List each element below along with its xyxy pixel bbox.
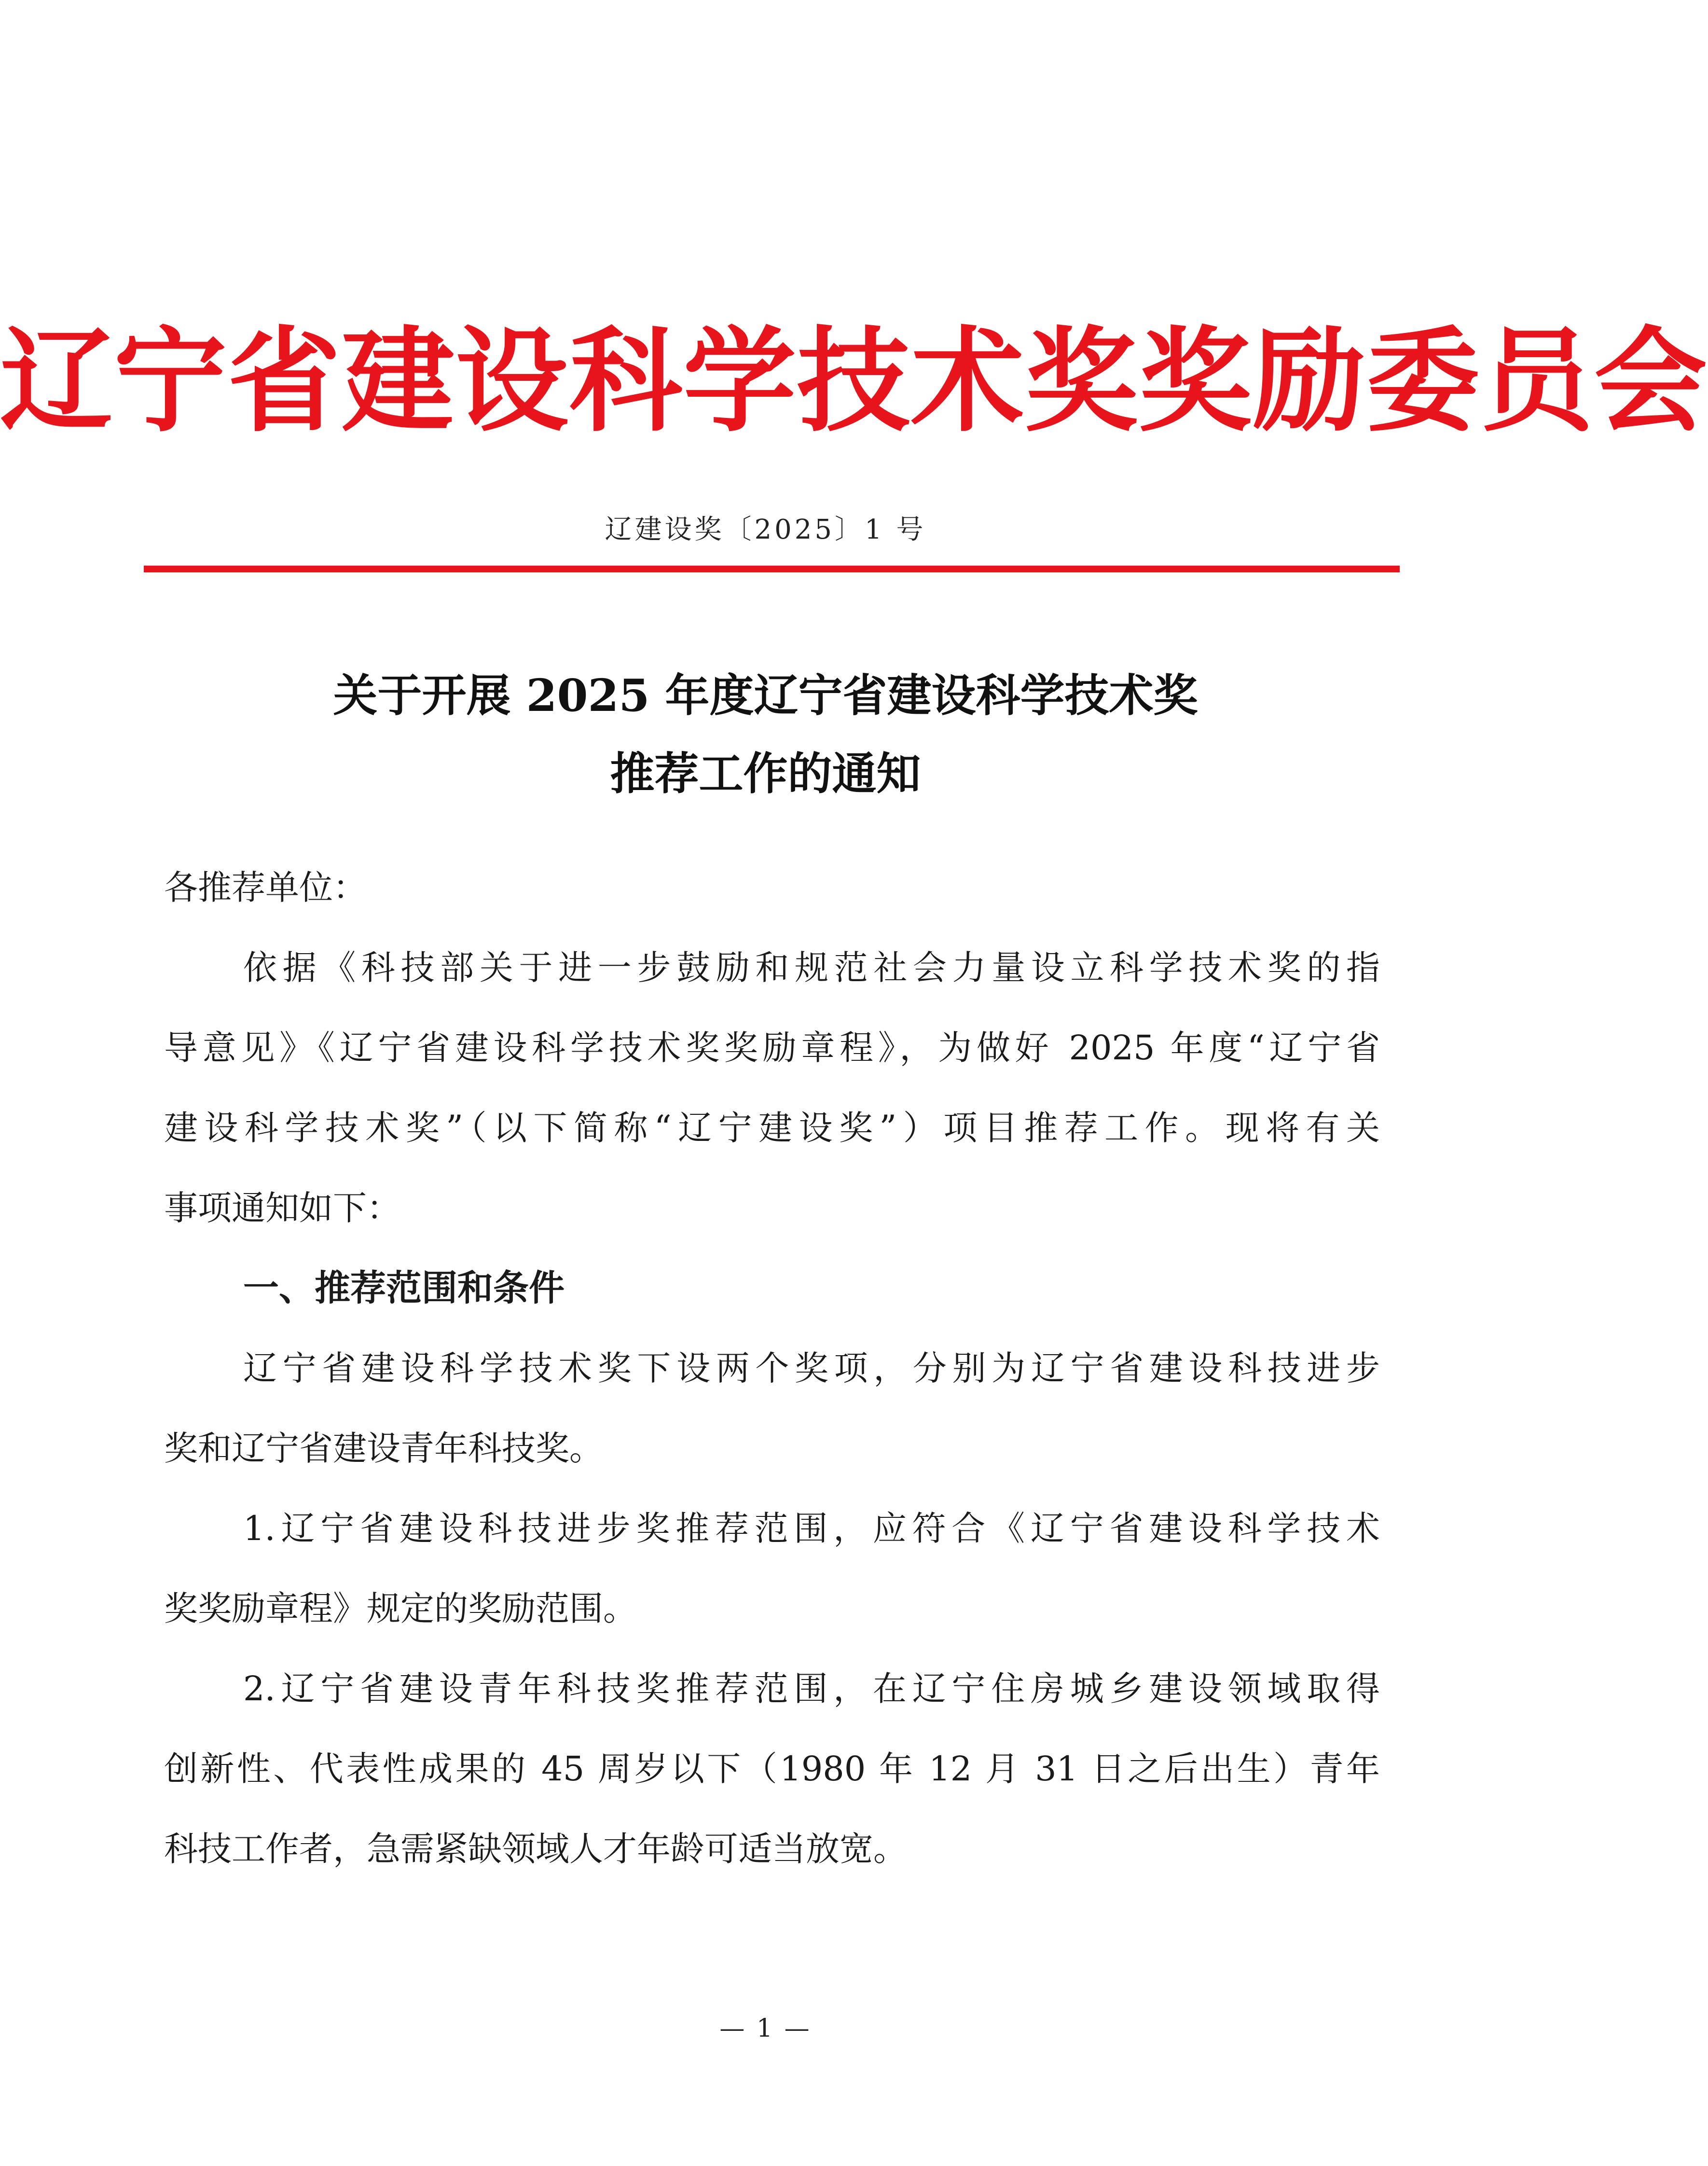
item-1-line-1: 1.辽宁省建设科技进步奖推荐范围，应符合《辽宁省建设科学技术 xyxy=(243,1509,1380,1548)
item-2-line-2: 创新性、代表性成果的 45 周岁以下（1980 年 12 月 31 日之后出生）青年 xyxy=(164,1749,1380,1789)
intro-line-2: 导意见》《辽宁省建设科学技术奖奖励章程》，为做好 2025 年度“辽宁省 xyxy=(164,1028,1380,1068)
notice-title-line-1: 关于开展 2025 年度辽宁省建设科学技术奖 xyxy=(333,669,1198,722)
page-number: — 1 — xyxy=(719,2014,812,2043)
section-1-para-line-1: 辽宁省建设科学技术奖下设两个奖项，分别为辽宁省建设科技进步 xyxy=(243,1348,1380,1388)
notice-title-line-2: 推荐工作的通知 xyxy=(610,748,921,800)
red-divider xyxy=(144,566,1400,572)
section-1-heading: 一、推荐范围和条件 xyxy=(243,1267,565,1309)
intro-line-3: 建设科学技术奖”（以下简称“辽宁建设奖”）项目推荐工作。现将有关 xyxy=(164,1108,1380,1148)
document-number: 辽建设奖〔2025〕1 号 xyxy=(605,514,926,545)
intro-line-4: 事项通知如下： xyxy=(164,1188,400,1228)
item-2-line-1: 2.辽宁省建设青年科技奖推荐范围，在辽宁住房城乡建设领域取得 xyxy=(243,1669,1380,1708)
intro-line-1: 依据《科技部关于进一步鼓励和规范社会力量设立科学技术奖的指 xyxy=(243,948,1380,987)
section-1-para-line-2: 奖和辽宁省建设青年科技奖。 xyxy=(164,1429,603,1468)
notice-title xyxy=(0,656,1531,813)
notice-body xyxy=(164,847,1380,1889)
salutation: 各推荐单位： xyxy=(164,868,367,907)
item-1-line-2: 奖奖励章程》规定的奖励范围。 xyxy=(164,1589,637,1628)
masthead-title: 辽宁省建设科学技术奖奖励委员会 xyxy=(0,315,1708,447)
item-2-line-3: 科技工作者，急需紧缺领域人才年龄可适当放宽。 xyxy=(164,1829,907,1869)
